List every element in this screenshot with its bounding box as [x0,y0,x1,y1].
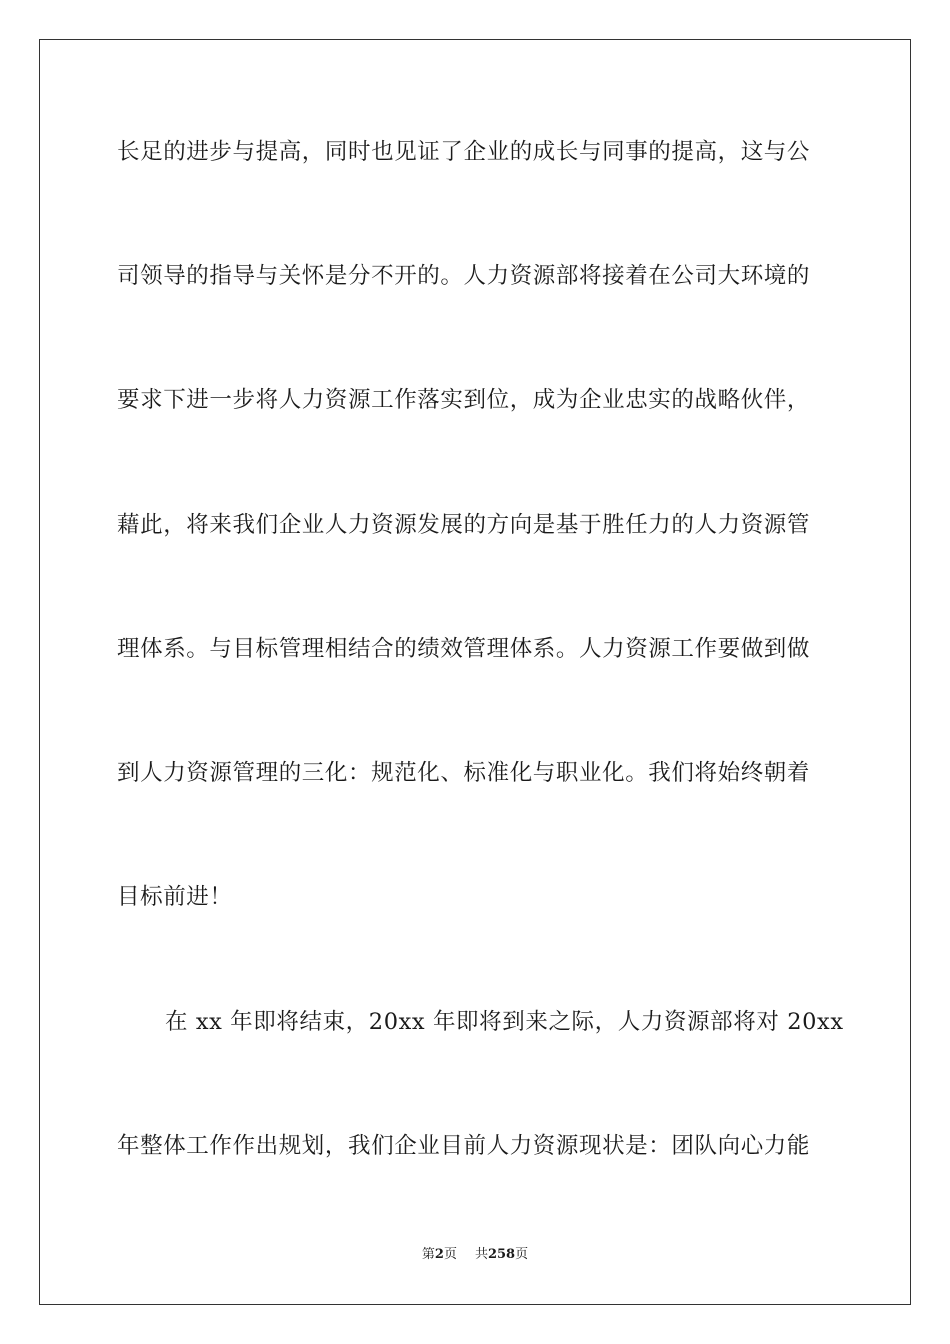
body-text-line-4: 藉此，将来我们企业人力资源发展的方向是基于胜任力的人力资源管 [117,512,811,538]
body-text-line-6: 到人力资源管理的三化：规范化、标准化与职业化。我们将始终朝着 [117,760,811,786]
body-text-line-7: 目标前进！ [117,884,233,910]
page-border [39,39,911,1305]
body-text-line-2: 司领导的指导与关怀是分不开的。人力资源部将接着在公司大环境的 [117,263,811,289]
page-prefix: 第 [421,1247,435,1262]
page-number: 2 [434,1247,444,1262]
total-pages: 258 [487,1247,516,1262]
total-prefix: 共 [474,1247,488,1262]
body-text-line-9: 年整体工作作出规划，我们企业目前人力资源现状是：团队向心力能 [117,1133,811,1159]
body-text-line-5: 理体系。与目标管理相结合的绩效管理体系。人力资源工作要做到做 [117,636,811,662]
body-text-line-8: 在 xx 年即将结束，20xx 年即将到来之际，人力资源部将对 20xx [165,1009,844,1035]
page-footer [0,1246,950,1264]
page-suffix: 页 [443,1247,457,1262]
body-text-line-1: 长足的进步与提高，同时也见证了企业的成长与同事的提高，这与公 [117,139,811,165]
total-suffix: 页 [515,1247,529,1262]
body-text-line-3: 要求下进一步将人力资源工作落实到位，成为企业忠实的战略伙伴， [117,387,811,413]
